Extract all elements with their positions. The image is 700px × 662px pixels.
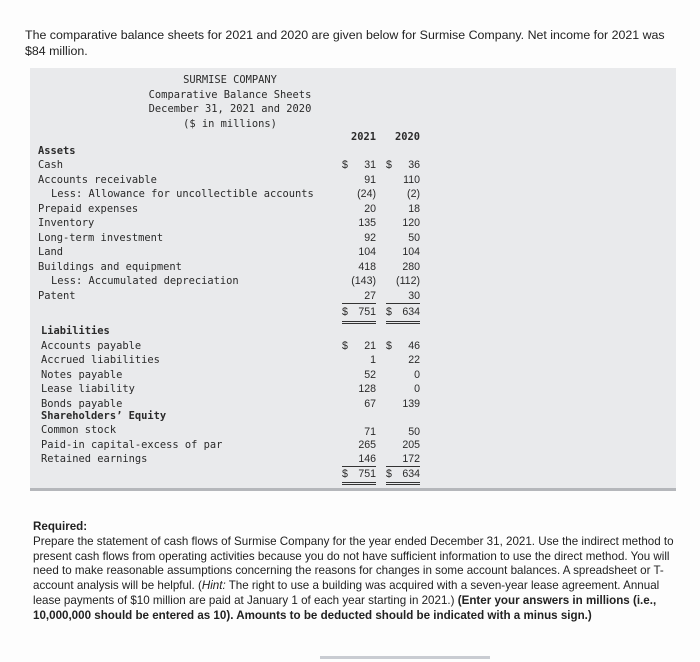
asset-row: Land 104 104: [38, 246, 420, 258]
required-heading: Required:: [33, 520, 88, 533]
asset-row: Inventory 135 120: [38, 217, 420, 229]
liabilities-heading: Liabilities: [41, 325, 110, 337]
assets-total-row: $ 751 $ 634: [30, 305, 676, 320]
assets-heading: Assets: [38, 145, 76, 157]
sheet-bottom-border: [30, 488, 676, 491]
equity-row: Retained earnings 146 172: [41, 453, 420, 465]
underline: [386, 303, 420, 304]
sheet-unit: ($ in millions): [183, 117, 277, 130]
required-body: Prepare the statement of cash flows of Surmise Company for the year ended December 31, 2021. Use the indirect method to present cash flows from operating activities because you do not have sufficient information to use the direct method. You will need to make reasonable assumptions concerning the reasons for changes in some account balances. A spreadsheet or T-account analysis will be helpful. (: [33, 534, 674, 593]
asset-row: Less: Allowance for uncollectible accounts (24) (2): [51, 188, 420, 200]
hint-label: Hint:: [201, 579, 226, 593]
liab-equity-total-row: $ 751 $ 634: [30, 467, 676, 482]
underline: [342, 303, 376, 304]
assets-total-2021: 751: [358, 306, 376, 318]
liability-row: Notes payable 52 0: [41, 368, 420, 381]
intro-text: The comparative balance sheets for 2021 and 2020 are given below for Surmise Company. Net income for 2021 was $84 million.: [25, 28, 665, 58]
liability-row: Accounts payable $ 21 $ 46: [41, 339, 420, 352]
equity-row: Paid-in capital-excess of par 265 205: [41, 438, 420, 451]
asset-row: Accounts receivable 91 110: [38, 173, 420, 186]
equity-heading: Shareholders’ Equity: [41, 410, 167, 422]
le-total-2020: 634: [402, 468, 420, 480]
asset-row: Cash $ 31 $ 36: [38, 159, 420, 171]
column-header-2021: 2021: [350, 131, 376, 143]
asset-row: Long-term investment 92 50: [38, 231, 420, 244]
equity-row: Common stock 71 50: [41, 424, 420, 438]
sheet-title: Comparative Balance Sheets: [148, 88, 312, 101]
required-section: [33, 520, 683, 624]
column-header-2020: 2020: [394, 131, 420, 143]
asset-row: Less: Accumulated depreciation (143) (112): [51, 275, 420, 287]
liability-row: Accrued liabilities 1 22: [41, 354, 420, 366]
liability-row: Bonds payable 67 139: [41, 397, 420, 410]
le-total-2021: 751: [358, 468, 376, 480]
asset-row: Patent 27 30: [38, 289, 420, 302]
scroll-indicator: [320, 656, 490, 659]
asset-row: Buildings and equipment 418 280: [38, 260, 420, 273]
asset-row: Prepaid expenses 20 18: [38, 202, 420, 215]
double-underline: [386, 482, 420, 485]
double-underline: [342, 482, 376, 485]
company-name: SURMISE COMPANY: [183, 74, 277, 86]
answer-instruction: (Enter your answers in millions (i.e., 10,000,000 should be entered as 10). Amounts to be deducted should be indicated with a minus sign.): [33, 593, 657, 622]
balance-sheet-image: [30, 68, 676, 491]
sheet-date: December 31, 2021 and 2020: [148, 103, 312, 115]
liability-row: Lease liability 128 0: [41, 383, 420, 395]
hint-text: The right to use a building was acquired with a seven-year lease agreement. Annual lease payments of $10 million are paid at January 1 of each year starting in 2021.): [33, 579, 660, 607]
assets-total-2020: 634: [402, 306, 420, 318]
